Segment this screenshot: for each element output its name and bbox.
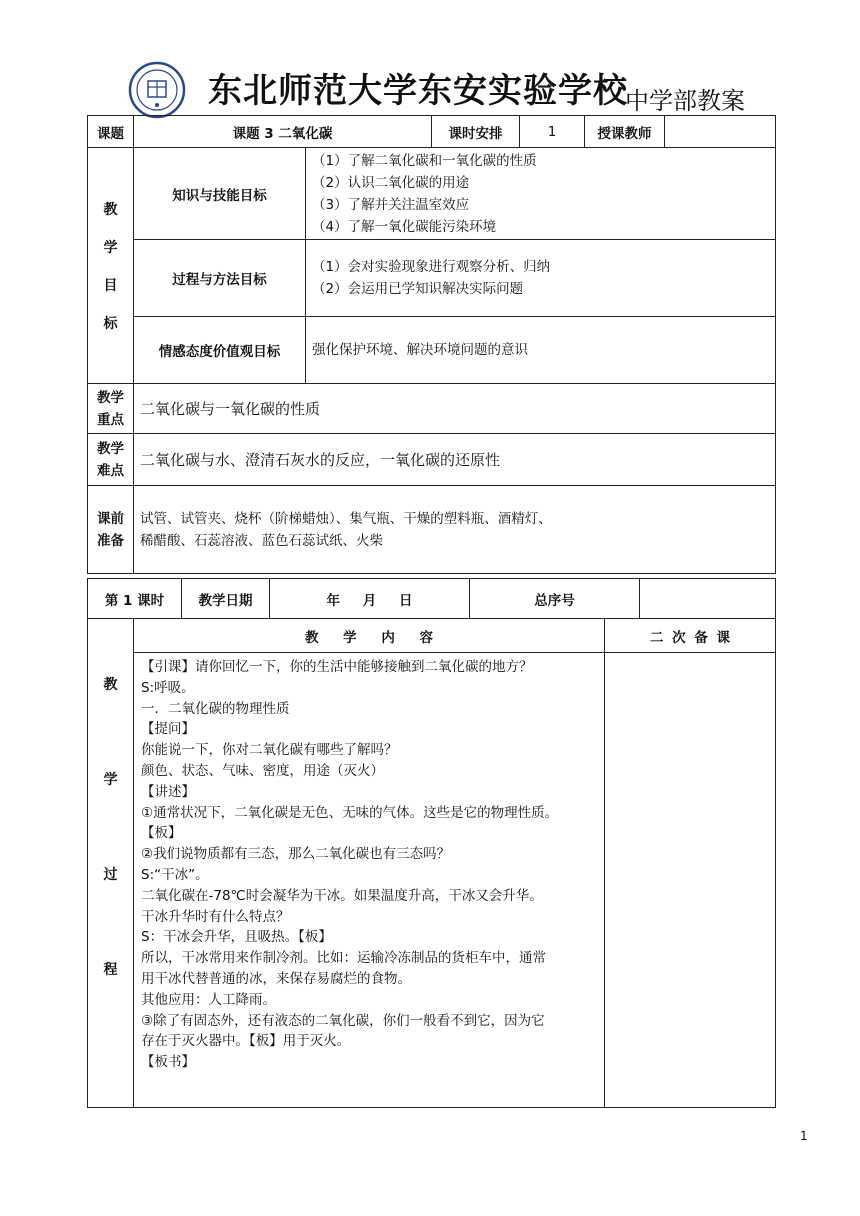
content-line: 二氧化碳在-78℃时会凝华为干冰。如果温度升高，干冰又会升华。 [141,887,543,904]
content-line: 干冰升华时有什么特点？ [141,908,290,925]
content-line: 你能说一下，你对二氧化碳有哪些了解吗？ [141,742,398,759]
difficulty-value: 二氧化碳与水、澄清石灰水的反应，一氧化碳的还原性 [134,434,776,486]
content-line: 【提问】 [141,721,195,738]
process-label: 教 学 过 程 [88,619,134,1108]
session-table [87,578,776,619]
process-table [87,618,776,1108]
emotion-goal-items [306,317,776,384]
second-prep-area [605,653,776,1108]
list-item: （3）了解并关注温室效应 [312,196,470,213]
list-item: （2）认识二氧化碳的用途 [312,174,470,191]
knowledge-goal-items [306,148,776,240]
content-line: 其他应用：人工降雨。 [141,991,276,1008]
key-point-value: 二氧化碳与一氧化碳的性质 [134,384,776,434]
serial-label: 总序号 [470,579,640,619]
content-line: ②我们说物质都有三态，那么二氧化碳也有三态吗？ [141,846,451,863]
content-line: 用干冰代替普通的冰，来保存易腐烂的食物。 [141,970,411,987]
page-header [128,55,768,115]
topic-value: 课题 3 二氧化碳 [134,116,432,148]
content-line: 一．二氧化碳的物理性质 [141,700,290,717]
list-item: （4）了解一氧化碳能污染环境 [312,218,497,235]
content-line: 存在于灭火器中。【板】用于灭火。 [141,1033,351,1050]
page-number: 1 [800,1129,808,1143]
teacher-value [665,116,776,148]
content-line: S:呼吸。 [141,679,195,696]
list-item: （1）了解二氧化碳和一氧化碳的性质 [312,152,537,169]
preparation-label: 课前 准备 [88,486,134,574]
lesson-content [134,653,605,1108]
date-value: 年 月 日 [270,579,470,619]
session-label: 第 1 课时 [88,579,182,619]
preparation-value: 试管、试管夹、烧杯（阶梯蜡烛）、集气瓶、干燥的塑料瓶、酒精灯、 稀醋酸、石蕊溶液、蓝色石蕊试纸、火柴 [134,486,776,574]
department-label: 中学部教案 [625,87,745,115]
topic-label: 课题 [88,116,134,148]
key-point-label: 教学 重点 [88,384,134,434]
knowledge-goal-label: 知识与技能目标 [134,148,306,240]
objectives-label: 教 学 目 标 [88,148,134,384]
content-line: 【板书】 [141,1054,195,1071]
content-line: S:“干冰”。 [141,866,209,883]
content-line: S：干冰会升华，且吸热。【板】 [141,929,332,946]
process-goal-label: 过程与方法目标 [134,240,306,317]
process-goal-items [306,240,776,317]
list-item: 强化保护环境、解决环境问题的意识 [312,342,528,358]
period-label: 课时安排 [432,116,520,148]
serial-value [640,579,776,619]
content-line: 【讲述】 [141,783,195,800]
difficulty-label: 教学 难点 [88,434,134,486]
content-line: ①通常状况下，二氧化碳是无色、无味的气体。这些是它的物理性质。 [141,804,559,821]
content-line: ③除了有固态外，还有液态的二氧化碳，你们一般看不到它，因为它 [141,1012,545,1029]
lesson-info-table [87,115,776,574]
date-label: 教学日期 [182,579,270,619]
list-item: （2）会运用已学知识解决实际问题 [312,281,524,297]
content-header: 教 学 内 容 [134,619,605,653]
teacher-label: 授课教师 [585,116,665,148]
content-line: 所以，干冰常用来作制冷剂。比如：运输冷冻制品的货柜车中，通常 [141,950,546,967]
emotion-goal-label: 情感态度价值观目标 [134,317,306,384]
content-line: 【板】 [141,825,182,842]
second-prep-header: 二 次 备 课 [605,619,776,653]
period-value: 1 [520,116,585,148]
content-line: 颜色、状态、气味、密度，用途（灭火） [141,762,384,779]
school-name: 东北师范大学东安实验学校 [208,71,628,111]
school-seal-logo [128,61,186,119]
content-line: 【引课】请你回忆一下，你的生活中能够接触到二氧化碳的地方？ [141,659,533,675]
list-item: （1）会对实验现象进行观察分析、归纳 [312,259,551,275]
